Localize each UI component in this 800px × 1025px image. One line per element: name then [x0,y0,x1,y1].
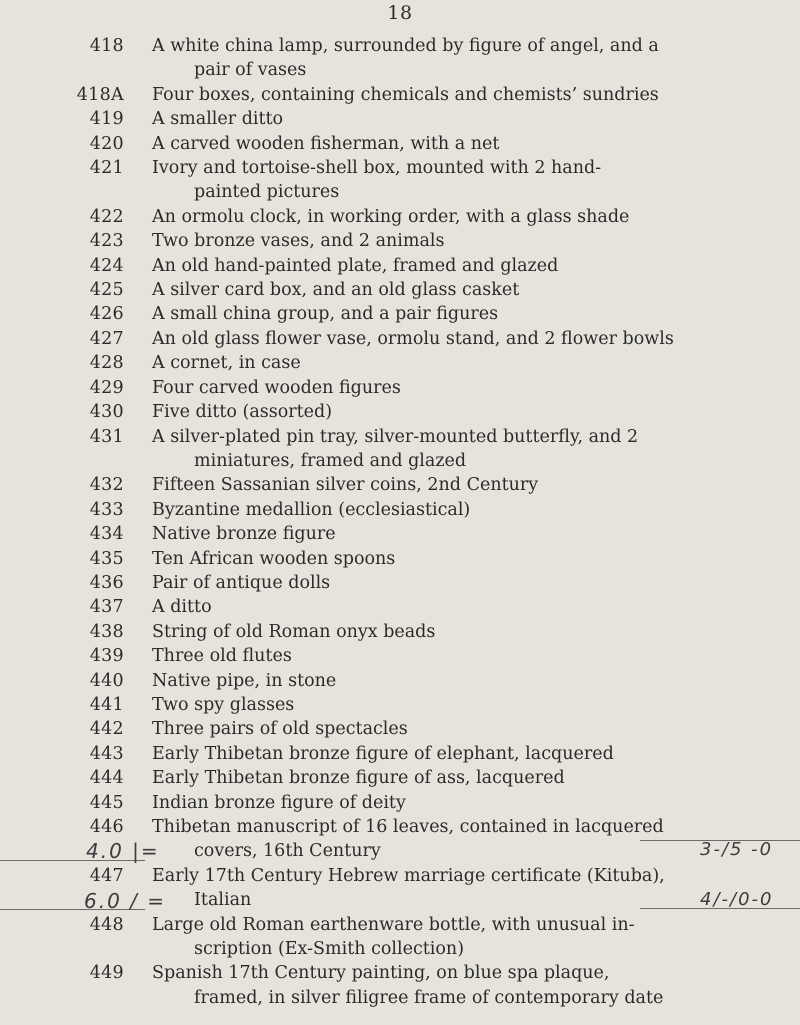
lot-row [0,669,800,693]
lot-row [0,913,800,962]
lot-row [0,229,800,253]
lot-row [0,400,800,424]
lot-row [0,547,800,571]
lot-row [0,156,800,205]
lot-row [0,522,800,546]
lot-row [0,620,800,644]
lot-row [0,132,800,156]
lot-description-line: An old hand-painted plate, framed and glazed [152,255,559,276]
lot-description-line: Early Thibetan bronze figure of ass, lacquered [152,768,565,789]
lot-number: 423 [89,231,124,252]
lot-description [152,498,762,522]
lot-description-line: Indian bronze figure of deity [152,792,406,813]
lot-number: 437 [89,597,124,618]
lot-number: 438 [89,621,124,642]
lot-description [152,376,762,400]
lot-description [152,693,762,717]
lot-row [0,83,800,107]
lot-number: 431 [89,426,124,447]
lot-row [0,766,800,790]
lot-number: 430 [89,402,124,423]
page-number: 18 [387,2,413,24]
lot-description [152,742,762,766]
lot-description-line: An ormolu clock, in working order, with a glass shade [152,206,630,227]
lot-description-line: scription (Ex-Smith collection) [194,939,465,960]
lot-number: 428 [89,353,124,374]
lot-description [152,791,762,815]
lot-description [152,473,762,497]
lot-number: 449 [89,963,124,984]
lot-description [152,717,762,741]
lot-description [152,278,762,302]
lot-description-line: painted pictures [194,182,340,203]
lot-description-line: Two bronze vases, and 2 animals [152,231,445,252]
lot-description [152,864,762,913]
lot-number: 418 [89,36,124,56]
lot-description [152,327,762,351]
lot-list [0,34,800,1010]
lot-description [152,302,762,326]
handwritten-price-447: 4.0 |= [86,839,160,863]
lot-row [0,595,800,619]
lot-description-line: Pair of antique dolls [152,572,331,593]
lot-description-line: Fifteen Sassanian silver coins, 2nd Century [152,475,539,496]
lot-number: 434 [89,524,124,545]
lot-description-line: Two spy glasses [152,694,295,715]
lot-number: 426 [89,304,124,325]
lot-description-line: Native bronze figure [152,524,336,545]
lot-number: 420 [89,133,124,154]
lot-row [0,205,800,229]
lot-description [152,400,762,424]
lot-description-line: Thibetan manuscript of 16 leaves, contained in lacquered [152,817,664,837]
lot-number: 429 [89,377,124,398]
lot-number: 442 [89,719,124,740]
lot-description [152,205,762,229]
lot-description [152,669,762,693]
lot-description-line: framed, in silver filigree frame of contemporary date [194,987,664,1008]
lot-row [0,107,800,131]
lot-description [152,351,762,375]
lot-description [152,83,762,107]
lot-number: 444 [89,768,124,789]
lot-row [0,254,800,278]
lot-description-line: A silver-plated pin tray, silver-mounted butterfly, and 2 [152,426,639,447]
lot-description-line: Ivory and tortoise-shell box, mounted with 2 hand- [152,158,602,179]
lot-description-line: An old glass flower vase, ormolu stand, and 2 flower bowls [152,328,674,349]
lot-description-line: A small china group, and a pair figures [152,304,499,325]
lot-description [152,107,762,131]
lot-description [152,913,762,962]
lot-row [0,961,800,1010]
lot-number: 424 [89,255,124,276]
lot-description-line: Five ditto (assorted) [152,402,333,423]
lot-description [152,644,762,668]
lot-row [0,571,800,595]
lot-description [152,620,762,644]
handwritten-price-448: 6.0 / = [84,889,167,913]
lot-description-line: String of old Roman onyx beads [152,621,436,642]
lot-description-line: Native pipe, in stone [152,670,337,691]
lot-number: 445 [89,792,124,813]
lot-description [152,571,762,595]
lot-row [0,644,800,668]
lot-description-line: Three old flutes [152,646,292,667]
lot-row [0,473,800,497]
lot-description-line: covers, 16th Century [194,841,381,862]
lot-row [0,302,800,326]
lot-row [0,376,800,400]
lot-number: 421 [89,158,124,179]
lot-number: 439 [89,646,124,667]
lot-description-line: pair of vases [194,60,307,81]
lot-number: 436 [89,572,124,593]
lot-row [0,498,800,522]
lot-description-line: Italian [194,890,252,911]
lot-number: 419 [89,109,124,130]
lot-number: 433 [89,499,124,520]
lot-number: 440 [89,670,124,691]
lot-description [152,961,762,1010]
lot-description-line: Large old Roman earthenware bottle, with unusual in- [152,914,635,935]
lot-description-line: Four boxes, containing chemicals and chemists’ sundries [152,84,659,105]
lot-description [152,156,762,205]
lot-description-line: Four carved wooden figures [152,377,401,398]
lot-description [152,547,762,571]
lot-description-line: A ditto [152,597,212,618]
handwritten-note-447: 3-/5 -0 [700,839,774,860]
lot-description-line: A cornet, in case [152,353,301,374]
lot-description-line: Ten African wooden spoons [152,548,396,569]
lot-description [152,34,762,83]
lot-description-line: miniatures, framed and glazed [194,450,467,471]
lot-description-line: Byzantine medallion (ecclesiastical) [152,499,471,520]
lot-row [0,791,800,815]
lot-description [152,132,762,156]
lot-row [0,742,800,766]
lot-number: 432 [89,475,124,496]
lot-description [152,229,762,253]
lot-row [0,425,800,474]
lot-description-line: Early 17th Century Hebrew marriage certificate (Kituba), [152,865,665,886]
lot-description-line: A carved wooden fisherman, with a net [152,133,500,154]
lot-description [152,425,762,474]
lot-row [0,278,800,302]
handwritten-note-448: 4/-/0-0 [700,889,774,910]
lot-row [0,717,800,741]
lot-description-line: A white china lamp, surrounded by figure of angel, and a [152,36,659,56]
lot-description-line: A silver card box, and an old glass casket [152,280,520,301]
lot-number: 422 [89,206,124,227]
lot-description [152,766,762,790]
lot-row [0,327,800,351]
lot-number: 427 [89,328,124,349]
lot-description [152,522,762,546]
lot-number: 425 [89,280,124,301]
lot-number: 435 [89,548,124,569]
lot-row [0,693,800,717]
lot-number: 441 [89,694,124,715]
lot-number: 443 [89,743,124,764]
lot-number: 446 [89,817,124,837]
lot-row [0,351,800,375]
lot-row [0,34,800,83]
lot-description-line: Three pairs of old spectacles [152,719,408,740]
lot-description-line: Spanish 17th Century painting, on blue spa plaque, [152,963,610,984]
lot-description-line: Early Thibetan bronze figure of elephant, lacquered [152,743,614,764]
lot-description-line: A smaller ditto [152,109,284,130]
lot-number: 418A [76,84,124,105]
lot-description [152,595,762,619]
lot-number: 447 [89,865,124,886]
lot-description [152,254,762,278]
lot-number: 448 [89,914,124,935]
